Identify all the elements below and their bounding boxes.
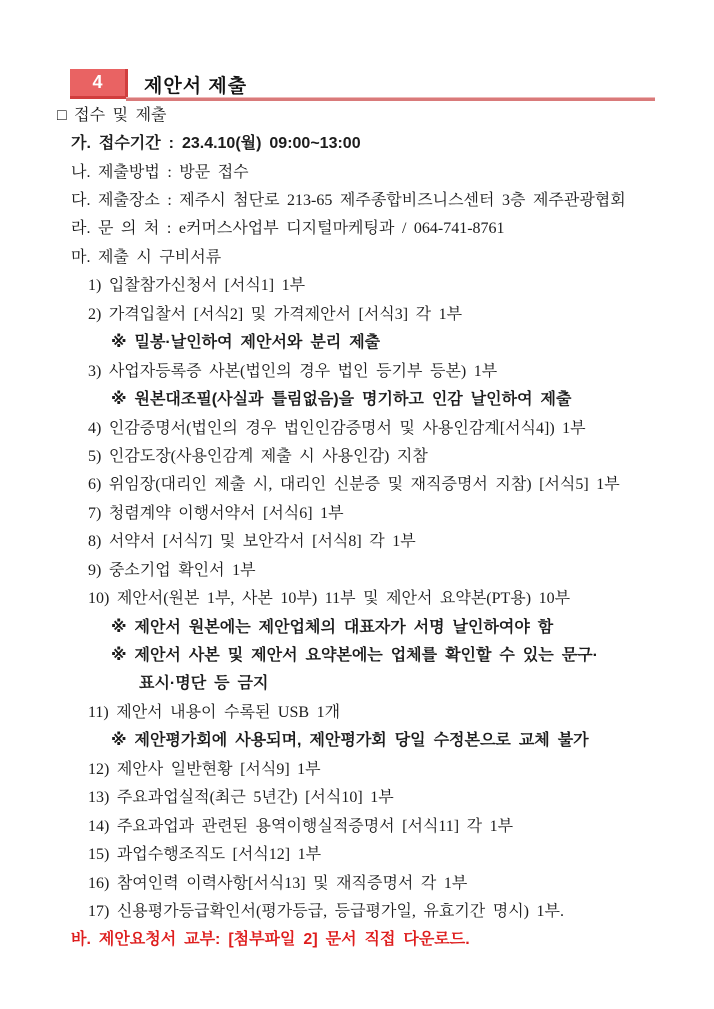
document-line: 5) 인감도장(사용인감계 제출 시 사용인감) 지참: [88, 447, 428, 465]
document-line: ※ 제안서 원본에는 제안업체의 대표자가 서명 날인하여야 함: [111, 618, 554, 636]
document-line: ※ 밀봉·날인하여 제안서와 분리 제출: [111, 334, 381, 352]
document-line: ※ 제안평가회에 사용되며, 제안평가회 당일 수정본으로 교체 불가: [111, 732, 589, 750]
document-line: ※ 제안서 사본 및 제안서 요약본에는 업체를 확인할 수 있는 문구·: [111, 647, 598, 665]
document-line: 3) 사업자등록증 사본(법인의 경우 법인 등기부 등본) 1부: [88, 362, 498, 380]
document-line: 15) 과업수행조직도 [서식12] 1부: [88, 846, 322, 864]
document-line: 7) 청렴계약 이행서약서 [서식6] 1부: [88, 504, 344, 522]
section-header: [70, 69, 247, 99]
document-line: 17) 신용평가등급확인서(평가등급, 등급평가일, 유효기간 명시) 1부.: [88, 902, 564, 920]
document-line: 가. 접수기간 : 23.4.10(월) 09:00~13:00: [71, 135, 361, 153]
document-line: 13) 주요과업실적(최근 5년간) [서식10] 1부: [88, 789, 394, 807]
document-lines: [0, 99, 714, 952]
document-line: 8) 서약서 [서식7] 및 보안각서 [서식8] 각 1부: [88, 533, 416, 551]
section-title: 제안서 제출: [144, 75, 248, 97]
document-line: 1) 입찰참가신청서 [서식1] 1부: [88, 277, 306, 295]
document-line: 바. 제안요청서 교부: [첨부파일 2] 문서 직접 다운로드.: [71, 931, 470, 949]
document-line: 6) 위임장(대리인 제출 시, 대리인 신분증 및 재직증명서 지참) [서식5] 1부: [88, 476, 620, 494]
document-line: 9) 중소기업 확인서 1부: [88, 561, 256, 579]
document-line: 10) 제안서(원본 1부, 사본 10부) 11부 및 제안서 요약본(PT용) 10부: [88, 590, 571, 608]
document-line: 11) 제안서 내용이 수록된 USB 1개: [88, 703, 341, 721]
document-line: 다. 제출장소 : 제주시 첨단로 213-65 제주종합비즈니스센터 3층 제주관광협회: [71, 192, 626, 210]
section-number-badge: 4: [70, 69, 128, 99]
document-line: 마. 제출 시 구비서류: [71, 248, 222, 266]
document-line: 16) 참여인력 이력사항[서식13] 및 재직증명서 각 1부: [88, 874, 468, 892]
document-line: 4) 인감증명서(법인의 경우 법인인감증명서 및 사용인감계[서식4]) 1부: [88, 419, 586, 437]
document-line: 12) 제안사 일반현황 [서식9] 1부: [88, 760, 321, 778]
document-line: □ 접수 및 제출: [57, 106, 167, 124]
document-line: ※ 원본대조필(사실과 틀림없음)을 명기하고 인감 날인하여 제출: [111, 391, 572, 409]
document-line: 나. 제출방법 : 방문 접수: [71, 163, 249, 181]
document-line: 표시·명단 등 금지: [139, 675, 269, 693]
document-line: 14) 주요과업과 관련된 용역이행실적증명서 [서식11] 각 1부: [88, 817, 514, 835]
document-line: 라. 문 의 처 : e커머스사업부 디지털마케팅과 / 064-741-8761: [71, 220, 505, 238]
document-line: 2) 가격입찰서 [서식2] 및 가격제안서 [서식3] 각 1부: [88, 305, 463, 323]
